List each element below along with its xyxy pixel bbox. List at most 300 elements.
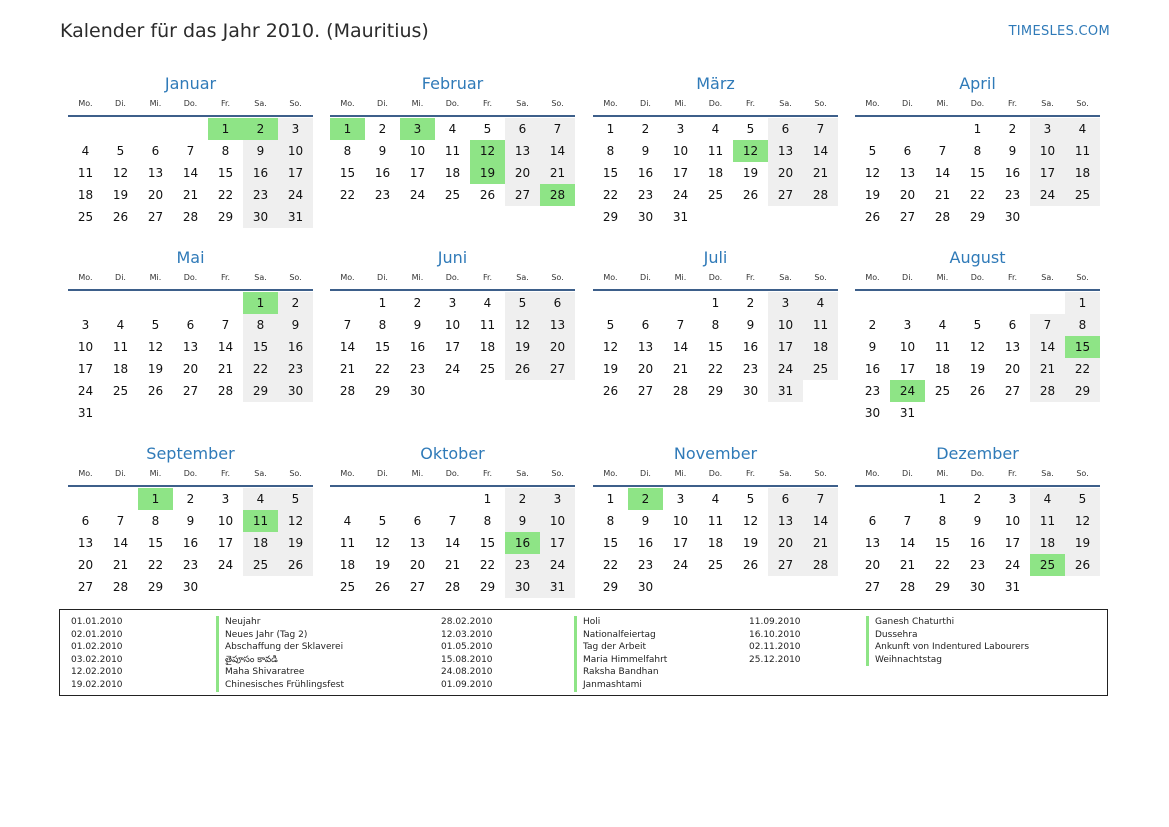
day-cell: 3 [676,122,685,136]
holiday-legend [59,609,1108,696]
weekday-header [68,465,313,487]
weekday-label: Di. [902,99,913,108]
day-cell: 18 [707,536,724,550]
day-cell: 31 [278,206,313,228]
day-cell: 29 [147,580,164,594]
day-cell: 6 [768,488,803,510]
weekday-label: Sa. [779,469,792,478]
legend-dates [749,616,801,666]
weekday-label: Do. [970,273,985,282]
empty-cell [1030,292,1065,314]
day-grid [855,292,1100,424]
day-cell: 1 [973,122,982,136]
holiday-date: 02.11.2010 [749,642,801,653]
day-cell: 28 [899,580,916,594]
day-cell: 8 [221,144,230,158]
day-cell: 19 [147,362,164,376]
day-cell: 10 [278,140,313,162]
weekday-label: Fr. [220,273,231,282]
holiday-name: Weihnachtstag [866,654,1029,667]
weekday-label: Mo. [865,469,880,478]
day-cell: 20 [768,532,803,554]
weekday-label: Fr. [745,469,756,478]
weekday-label: Do. [445,469,460,478]
holiday-name: Dussehra [866,629,1029,642]
day-cell: 6 [903,144,912,158]
holiday-day: 16 [505,532,540,554]
day-cell: 26 [742,558,759,572]
empty-cell [330,488,365,510]
day-cell: 17 [217,536,234,550]
day-cell: 18 [444,166,461,180]
day-cell: 11 [444,144,461,158]
day-cell: 15 [602,536,619,550]
day-cell: 21 [803,162,838,184]
day-cell: 22 [479,558,496,572]
day-cell: 8 [606,144,615,158]
day-cell: 21 [934,188,951,202]
day-cell: 27 [1004,384,1021,398]
day-cell: 5 [116,144,125,158]
weekday-label: Mi. [411,469,424,478]
day-cell: 11 [339,536,356,550]
day-cell: 16 [182,536,199,550]
day-cell: 24 [768,358,803,380]
weekday-label: Sa. [516,99,529,108]
day-cell: 20 [147,188,164,202]
month-title: August [949,248,1006,267]
weekday-label: Mi. [936,273,949,282]
holiday-name: Maria Himmelfahrt [574,654,667,667]
weekday-label: Mi. [149,273,162,282]
day-cell: 17 [409,166,426,180]
weekday-label: Mo. [603,99,618,108]
holiday-day: 1 [243,292,278,314]
day-cell: 18 [934,362,951,376]
day-cell: 18 [1065,162,1100,184]
day-cell: 16 [969,536,986,550]
weekday-label: So. [289,273,302,282]
weekday-label: Di. [377,99,388,108]
day-cell: 10 [672,144,689,158]
empty-cell [663,292,698,314]
day-cell: 8 [938,514,947,528]
weekday-label: Di. [377,273,388,282]
weekday-label: Di. [115,99,126,108]
day-cell: 16 [243,162,278,184]
day-cell: 13 [768,140,803,162]
month-juli [593,247,838,402]
day-cell: 8 [343,144,352,158]
holiday-name: తైపూసం కావడి [216,654,344,667]
day-cell: 20 [1004,362,1021,376]
day-cell: 9 [1008,144,1017,158]
day-cell: 7 [221,318,230,332]
day-cell: 11 [1065,140,1100,162]
holiday-name: Nationalfeiertag [574,629,667,642]
day-cell: 17 [1004,536,1021,550]
page-title: Kalender für das Jahr 2010. (Mauritius) [60,20,429,42]
empty-cell [925,292,960,314]
day-cell: 12 [742,514,759,528]
day-cell: 17 [1030,162,1065,184]
weekday-label: Mi. [936,99,949,108]
day-cell: 5 [746,122,755,136]
day-cell: 19 [278,532,313,554]
day-cell: 6 [1008,318,1017,332]
day-cell: 21 [672,362,689,376]
month-title: Januar [164,74,217,93]
day-cell: 30 [637,580,654,594]
weekday-label: Sa. [516,469,529,478]
day-cell: 27 [77,580,94,594]
holiday-date: 01.05.2010 [441,642,493,653]
day-cell: 29 [243,380,278,402]
day-cell: 22 [1065,358,1100,380]
day-cell: 3 [448,296,457,310]
day-cell: 26 [602,384,619,398]
day-cell: 29 [217,210,234,224]
month-september [68,443,313,598]
holiday-day: 19 [470,162,505,184]
day-cell: 24 [1004,558,1021,572]
day-cell: 9 [505,510,540,532]
weekday-label: So. [814,469,827,478]
day-cell: 14 [444,536,461,550]
month-juni [330,247,575,402]
day-cell: 14 [112,536,129,550]
weekday-label: Do. [970,99,985,108]
weekday-label: Di. [640,469,651,478]
holiday-day: 1 [330,118,365,140]
day-cell: 9 [278,314,313,336]
day-cell: 12 [969,340,986,354]
day-grid [68,118,313,228]
weekday-label: Mo. [78,469,93,478]
day-cell: 26 [147,384,164,398]
day-cell: 3 [676,492,685,506]
holiday-date: 01.02.2010 [71,642,123,653]
day-cell: 27 [768,184,803,206]
day-cell: 13 [768,510,803,532]
day-cell: 27 [147,210,164,224]
day-cell: 2 [1008,122,1017,136]
weekday-label: Di. [115,469,126,478]
day-cell: 30 [409,384,426,398]
day-cell: 20 [505,162,540,184]
holiday-name: Ankunft von Indentured Labourers [866,641,1029,654]
month-dezember [855,443,1100,598]
weekday-label: Fr. [482,273,493,282]
weekday-label: Di. [902,273,913,282]
day-cell: 2 [413,296,422,310]
empty-cell [68,292,103,314]
day-cell: 28 [934,210,951,224]
holiday-name: Maha Shivaratree [216,666,344,679]
weekday-label: Fr. [220,99,231,108]
day-cell: 26 [374,580,391,594]
day-cell: 6 [151,144,160,158]
day-cell: 31 [540,576,575,598]
day-cell: 19 [742,536,759,550]
weekday-label: So. [551,469,564,478]
day-cell: 22 [217,188,234,202]
day-cell: 7 [540,118,575,140]
brand-link[interactable]: TIMESLES.COM [1008,24,1110,39]
day-cell: 27 [409,580,426,594]
day-cell: 25 [707,188,724,202]
day-cell: 28 [339,384,356,398]
day-cell: 16 [374,166,391,180]
day-cell: 26 [969,384,986,398]
weekday-label: Sa. [254,469,267,478]
day-cell: 3 [1030,118,1065,140]
day-cell: 5 [746,492,755,506]
day-cell: 10 [444,318,461,332]
day-grid [68,488,313,598]
empty-cell [138,292,173,314]
holiday-day: 2 [628,488,663,510]
day-cell: 11 [803,314,838,336]
day-cell: 13 [147,166,164,180]
holiday-date: 02.01.2010 [71,629,123,640]
day-cell: 15 [147,536,164,550]
day-cell: 3 [903,318,912,332]
day-cell: 23 [243,184,278,206]
day-cell: 24 [1030,184,1065,206]
day-cell: 21 [1030,358,1065,380]
weekday-label: Mo. [340,99,355,108]
weekday-label: So. [289,469,302,478]
day-cell: 7 [938,144,947,158]
weekday-label: Fr. [220,469,231,478]
day-cell: 23 [409,362,426,376]
day-cell: 2 [505,488,540,510]
month-april [855,73,1100,228]
weekday-header [330,95,575,117]
empty-cell [890,118,925,140]
month-august [855,247,1100,424]
weekday-label: Do. [970,469,985,478]
legend-dates [71,616,123,692]
empty-cell [173,118,208,140]
weekday-label: Mi. [936,469,949,478]
day-cell: 18 [803,336,838,358]
day-cell: 10 [409,144,426,158]
holiday-date: 24.08.2010 [441,667,493,678]
month-title: April [959,74,996,93]
holiday-date: 28.02.2010 [441,617,493,627]
day-cell: 21 [444,558,461,572]
day-cell: 22 [374,362,391,376]
weekday-label: Mo. [603,273,618,282]
weekday-label: Sa. [779,99,792,108]
day-cell: 31 [77,406,94,420]
day-cell: 24 [217,558,234,572]
day-cell: 29 [934,580,951,594]
holiday-date: 19.02.2010 [71,679,123,690]
day-cell: 30 [637,210,654,224]
day-cell: 17 [672,536,689,550]
day-cell: 9 [641,514,650,528]
day-cell: 3 [278,118,313,140]
holiday-date: 01.01.2010 [71,617,123,627]
day-cell: 3 [221,492,230,506]
day-cell: 14 [672,340,689,354]
legend-names [574,616,667,692]
day-cell: 23 [969,558,986,572]
day-cell: 13 [864,536,881,550]
day-cell: 7 [1030,314,1065,336]
day-cell: 25 [479,362,496,376]
day-cell: 30 [864,406,881,420]
weekday-label: Mi. [674,469,687,478]
month-november [593,443,838,598]
day-cell: 5 [868,144,877,158]
day-cell: 30 [243,206,278,228]
day-cell: 4 [711,122,720,136]
month-februar [330,73,575,206]
day-cell: 4 [938,318,947,332]
day-cell: 17 [899,362,916,376]
holiday-name: Holi [574,616,667,629]
day-cell: 1 [606,492,615,506]
day-cell: 16 [637,166,654,180]
day-cell: 2 [278,292,313,314]
day-cell: 6 [641,318,650,332]
day-cell: 24 [540,554,575,576]
holiday-name: Chinesisches Frühlingsfest [216,679,344,692]
day-cell: 8 [973,144,982,158]
day-cell: 3 [540,488,575,510]
day-cell: 26 [864,210,881,224]
day-cell: 23 [182,558,199,572]
day-cell: 5 [1065,488,1100,510]
holiday-date: 01.09.2010 [441,679,493,690]
day-cell: 13 [409,536,426,550]
weekday-label: Sa. [254,99,267,108]
weekday-label: Mi. [149,469,162,478]
day-cell: 7 [448,514,457,528]
day-cell: 28 [672,384,689,398]
day-cell: 9 [641,144,650,158]
holiday-name: Raksha Bandhan [574,666,667,679]
day-cell: 30 [969,580,986,594]
weekday-header [68,95,313,117]
day-cell: 4 [343,514,352,528]
empty-cell [593,292,628,314]
day-cell: 6 [81,514,90,528]
holiday-day: 1 [138,488,173,510]
day-cell: 1 [938,492,947,506]
day-cell: 20 [409,558,426,572]
day-cell: 23 [1004,188,1021,202]
day-cell: 16 [742,340,759,354]
day-cell: 26 [112,210,129,224]
holiday-day: 12 [470,140,505,162]
day-cell: 2 [868,318,877,332]
day-cell: 18 [339,558,356,572]
day-cell: 7 [343,318,352,332]
day-cell: 19 [969,362,986,376]
day-cell: 4 [243,488,278,510]
empty-cell [330,292,365,314]
day-cell: 15 [217,166,234,180]
month-title: Juni [437,248,468,267]
weekday-label: Sa. [516,273,529,282]
day-cell: 22 [602,188,619,202]
day-cell: 3 [768,292,803,314]
day-cell: 25 [444,188,461,202]
empty-cell [103,292,138,314]
day-cell: 25 [243,554,278,576]
day-cell: 12 [864,166,881,180]
day-cell: 19 [864,188,881,202]
day-cell: 15 [479,536,496,550]
day-cell: 24 [278,184,313,206]
day-cell: 17 [672,166,689,180]
weekday-label: Di. [377,469,388,478]
day-cell: 29 [969,210,986,224]
weekday-header [855,465,1100,487]
day-cell: 22 [243,358,278,380]
day-cell: 15 [243,336,278,358]
day-cell: 13 [540,314,575,336]
holiday-name: Ganesh Chaturthi [866,616,1029,629]
empty-cell [103,488,138,510]
day-cell: 29 [602,580,619,594]
holiday-day: 1 [208,118,243,140]
day-cell: 24 [672,558,689,572]
day-cell: 28 [182,210,199,224]
day-cell: 28 [803,554,838,576]
day-cell: 18 [77,188,94,202]
weekday-label: Mi. [411,273,424,282]
day-cell: 13 [899,166,916,180]
day-grid [330,488,575,598]
day-cell: 22 [934,558,951,572]
day-cell: 10 [217,514,234,528]
weekday-label: Fr. [745,273,756,282]
day-cell: 8 [1065,314,1100,336]
day-cell: 4 [711,492,720,506]
day-cell: 17 [278,162,313,184]
day-cell: 8 [711,318,720,332]
day-cell: 1 [711,296,720,310]
day-cell: 19 [112,188,129,202]
weekday-label: Mo. [78,273,93,282]
day-cell: 9 [746,318,755,332]
weekday-label: Mo. [340,469,355,478]
day-cell: 2 [973,492,982,506]
weekday-label: Mo. [78,99,93,108]
day-grid [68,292,313,424]
day-cell: 20 [182,362,199,376]
day-cell: 22 [969,188,986,202]
day-cell: 13 [77,536,94,550]
day-cell: 2 [641,122,650,136]
holiday-name: Abschaffung der Sklaverei [216,641,344,654]
day-cell: 25 [803,358,838,380]
day-cell: 29 [602,210,619,224]
day-cell: 7 [186,144,195,158]
empty-cell [103,118,138,140]
holiday-date: 15.08.2010 [441,654,493,665]
month-title: Dezember [936,444,1019,463]
weekday-label: Sa. [1041,273,1054,282]
holiday-date: 03.02.2010 [71,654,123,665]
month-title: Mai [176,248,205,267]
